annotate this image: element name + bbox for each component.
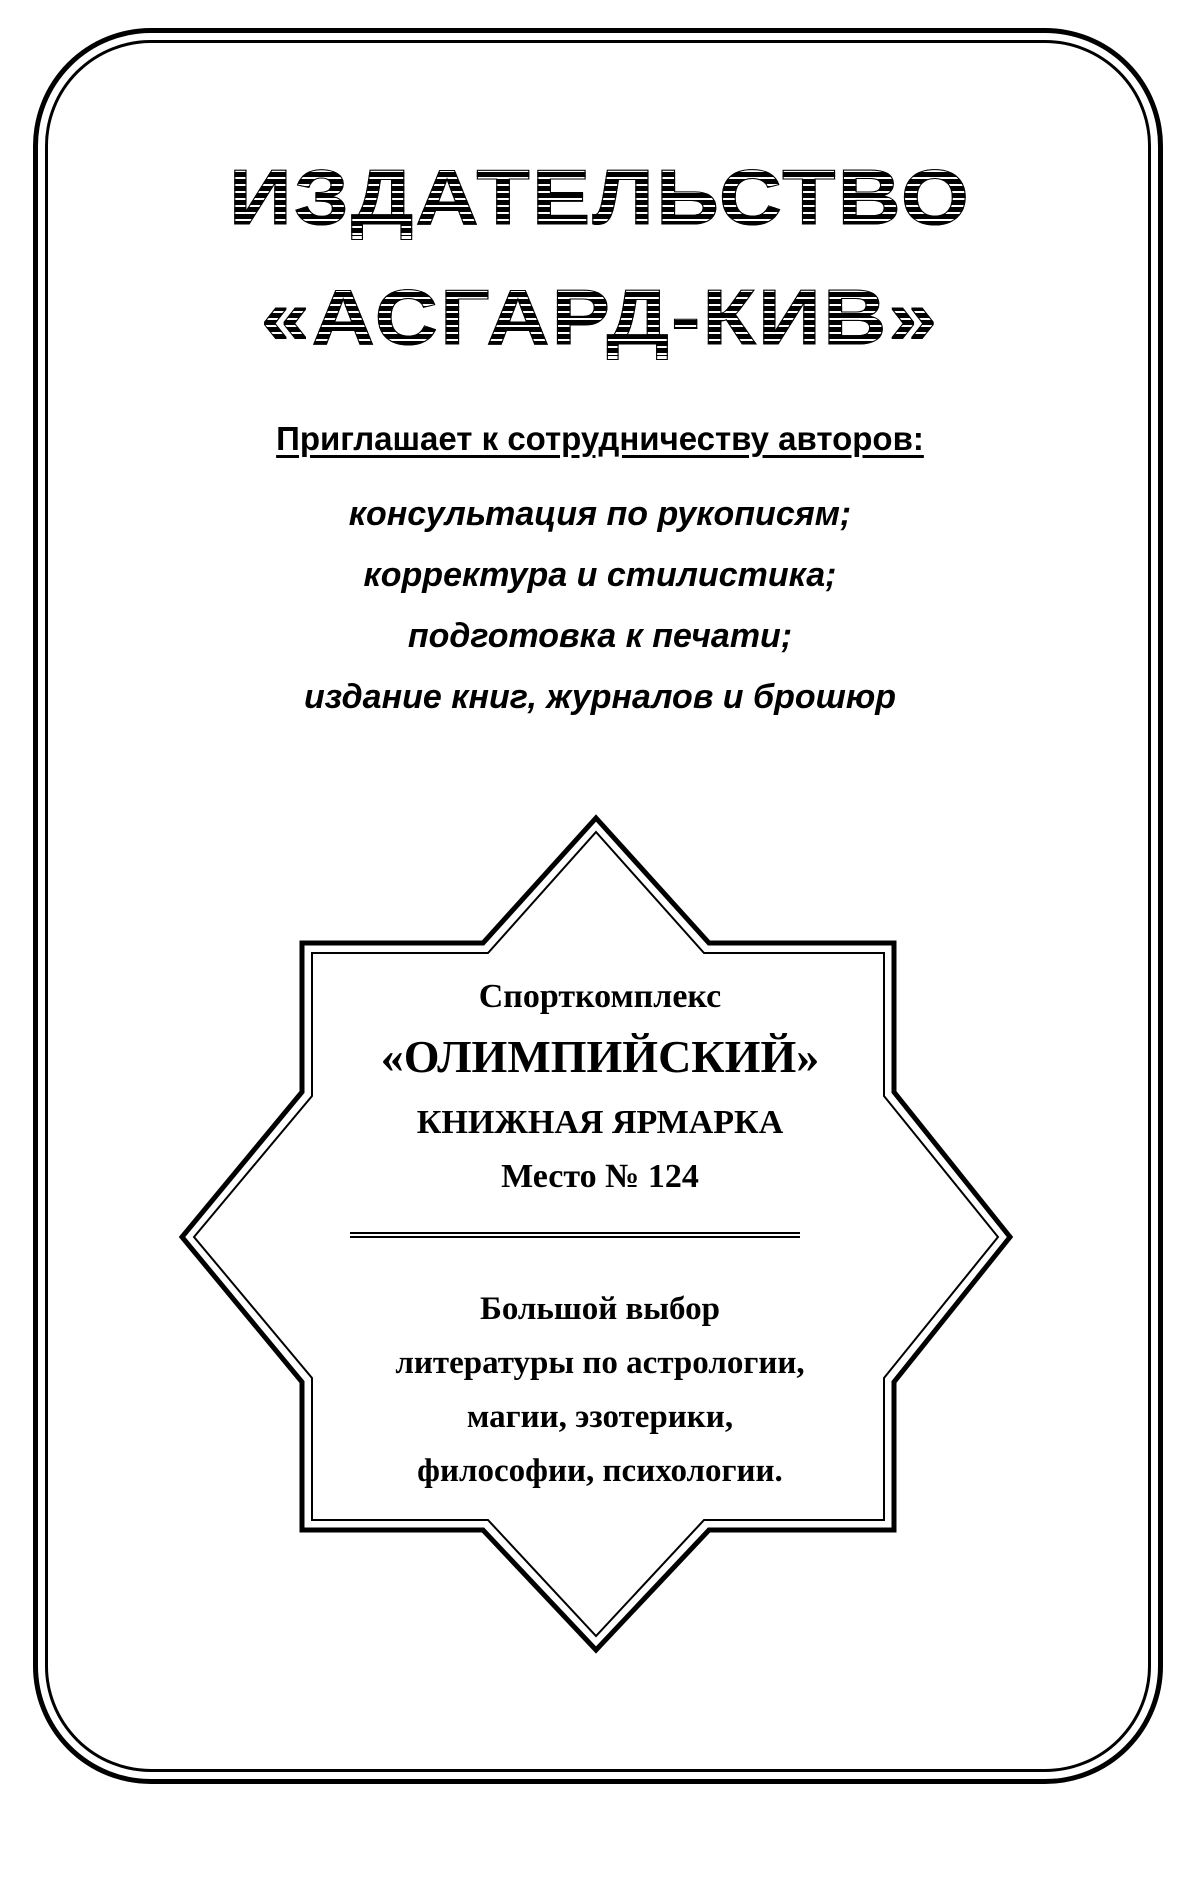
event-name: КНИЖНАЯ ЯРМАРКА bbox=[416, 1104, 784, 1141]
venue-name: «ОЛИМПИЙСКИЙ» bbox=[380, 1031, 820, 1082]
description-line: философии, психологии. bbox=[417, 1453, 783, 1489]
invitation-heading: Приглашает к сотрудничеству авторов: bbox=[276, 420, 924, 457]
service-item: консультация по рукописям; bbox=[348, 495, 852, 533]
description-line: литературы по астрологии, bbox=[395, 1345, 805, 1381]
service-item: издание книг, журналов и брошюр bbox=[303, 678, 897, 716]
service-item: подготовка к печати; bbox=[407, 617, 793, 655]
place-number: Место № 124 bbox=[501, 1158, 699, 1195]
publisher-title-line2: «АСГАРД-КИВ» bbox=[0, 278, 1200, 356]
service-item: корректура и стилистика; bbox=[363, 556, 837, 594]
double-divider bbox=[350, 1232, 800, 1238]
description-list bbox=[300, 1282, 900, 1498]
publisher-title-line1: ИЗДАТЕЛЬСТВО bbox=[0, 158, 1200, 236]
description-line: магии, эзотерики, bbox=[466, 1399, 734, 1435]
description-line: Большой выбор bbox=[480, 1291, 720, 1327]
venue-label: Спорткомплекс bbox=[478, 978, 722, 1015]
